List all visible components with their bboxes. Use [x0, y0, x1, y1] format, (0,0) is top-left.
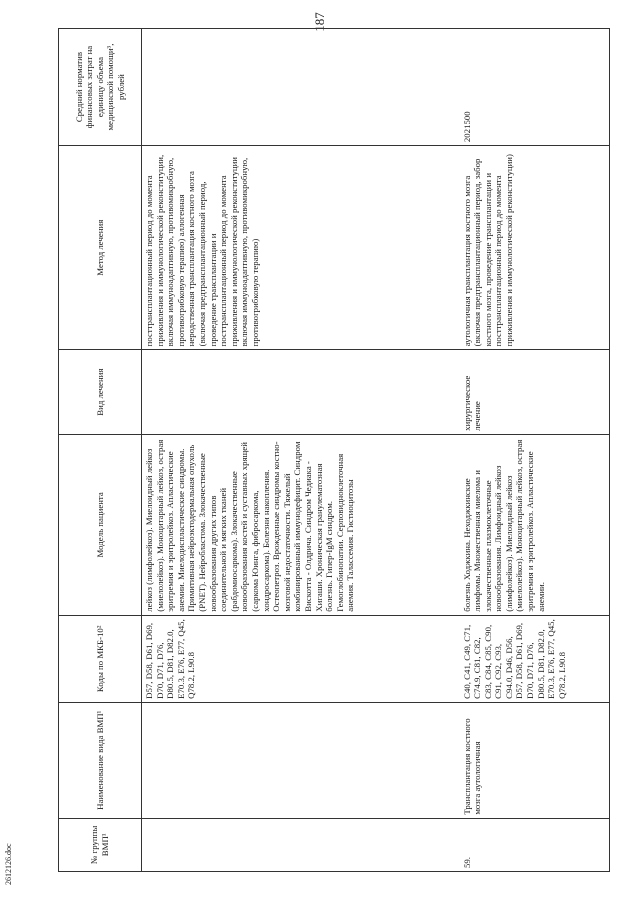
cell-treatment-type — [142, 350, 460, 435]
header-avg-cost: Средний норматив финансовых затрат на единицу объема медицинской помощи³, рублей — [59, 29, 142, 146]
header-patient-model: Модель пациента — [59, 434, 142, 615]
cell-avg-cost — [142, 29, 460, 146]
cell-treatment-type: хирургическое лечение — [460, 350, 610, 435]
page-number: 187 — [312, 12, 327, 32]
cell-mkb-codes: D57, D58, D61, D69, D70, D71, D76, D80.5, D81, D82.0, E70.3, E76, E77, Q45, Q78.2, L90.8 — [142, 615, 460, 702]
cell-treatment-method: посттрансплантационный период до момента приживления и иммунологической реконституции, включая иммуноадаптивную, противомикробную, противогрибковую терапию) аллогенная неродственная трансплантация костного мозга (включая предтрансплантационный период, проведение трансплантации и посттрансплантационный период до момента приживления и иммунологической реконституции включая иммуноадаптивную, противомикробную, противогрибковую терапию) — [142, 146, 460, 350]
vmp-table — [58, 28, 610, 872]
cell-mkb-codes: C40, C41, C49, C71, C74.9, C81, C82, C83, C84, C85, C90, C91, C92, C93, C94.0, D46, D56, D57, D58, D61, D69, D70, D71, D76, D80.5, D81, D82.0, E70.3, E76, E77, Q45, Q78.2, L90.8 — [460, 615, 610, 702]
cell-vmp-name — [142, 702, 460, 818]
header-vmp-name: Наименование вида ВМП¹ — [59, 702, 142, 818]
table-row — [460, 29, 610, 872]
header-group-no: № группы ВМП¹ — [59, 818, 142, 871]
cell-group-no: 59. — [460, 818, 610, 871]
header-treatment-type: Вид лечения — [59, 350, 142, 435]
document-code: 2612126.doc — [4, 843, 13, 885]
rotated-table-container — [58, 28, 618, 872]
cell-vmp-name: Трансплантация костного мозга аутологичная — [460, 702, 610, 818]
table-header-row — [59, 29, 142, 872]
cell-avg-cost: 2021500 — [460, 29, 610, 146]
cell-group-no — [142, 818, 460, 871]
cell-treatment-method: аутологичная трансплантация костного мозга (включая предтрансплантационный период, забор костного мозга, проведение трансплантации и посттрансплантационный период до момента приживления и иммунологической реконституции) — [460, 146, 610, 350]
cell-patient-model: лейкоз (лимфолейкоз). Миелоидный лейкоз (миелолейкоз). Моноцитарный лейкоз, острая эритремия и эритролейкоз. Апластические анемии. Миелодиспластические синдромы. Примитивная нейроэктодермальная опухоль (PNET). Нейробластома. Злокачественные новообразования других типов соединительной и мягких тканей (рабдомиосаркома). Злокачественные новообразования костей и суставных хрящей (саркома Юинга, фибросаркома, хондросаркома). Болезни накопления. Остеопетроз. Врожденные синдромы костно-мозговой недостаточности. Тяжелый комбинированный иммунодефицит. Синдром Вискотта - Олдрича. Синдром Чедиака - Хигаши. Хроническая гранулематозная болезнь. Гипер-IgM синдром. Гемоглобинопатии. Серповидноклеточная анемия. Талассемия. Гистиоцитозы — [142, 434, 460, 615]
table-row — [142, 29, 460, 872]
header-mkb-codes: Коды по МКБ-10² — [59, 615, 142, 702]
header-treatment-method: Метод лечения — [59, 146, 142, 350]
cell-patient-model: болезнь Ходжкина. Неходжкинские лимфомы. Множественная миелома и злокачественные плазмоклеточные новообразования. Лимфоидный лейкоз (лимфолейкоз). Миелоидный лейкоз (миелолейкоз). Моноцитарный лейкоз, острая эритремия и эритролейкоз. Апластические анемии. — [460, 434, 610, 615]
